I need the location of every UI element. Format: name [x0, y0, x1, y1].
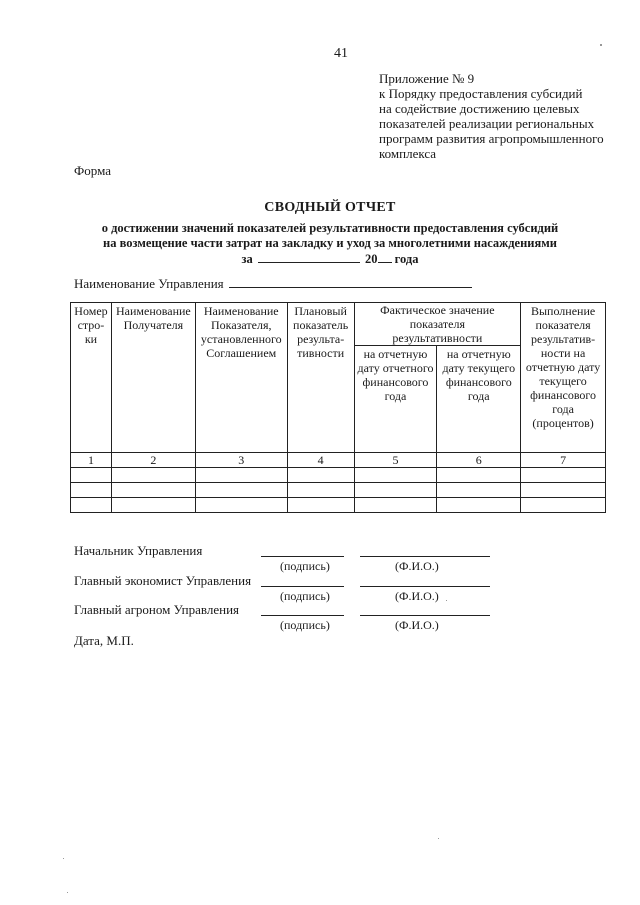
annex-line: показателей реализации региональных [379, 116, 595, 131]
table-cell[interactable] [287, 468, 354, 483]
table-cell[interactable] [354, 483, 437, 498]
annex-line: программ развития агропромышленного [379, 131, 604, 146]
title-subtitle-2: на возмещение части затрат на закладку и уход за многолетними насаждениями [103, 236, 557, 250]
title-period [60, 251, 600, 267]
table-cell[interactable] [437, 468, 521, 483]
column-number: 7 [521, 453, 606, 468]
page-number: 41 [334, 46, 348, 61]
table-row[interactable] [71, 483, 606, 498]
form-label: Форма [74, 163, 111, 178]
name-line-head[interactable] [360, 556, 490, 557]
signatory-role-economist: Главный экономист Управления [74, 573, 252, 588]
signature-line-economist[interactable] [261, 586, 344, 587]
table-cell[interactable] [111, 468, 195, 483]
table-cell[interactable] [354, 468, 437, 483]
table-row[interactable] [71, 498, 606, 513]
period-suffix: года [394, 252, 419, 266]
signature-line-head[interactable] [261, 556, 344, 557]
scan-speck [63, 858, 64, 859]
header-actual-reporting-year: на отчетную дату отчетного финансового года [354, 346, 437, 453]
report-table [70, 302, 606, 513]
signature-caption: (подпись) [280, 589, 330, 603]
table-cell[interactable] [195, 498, 287, 513]
table-cell[interactable] [195, 483, 287, 498]
column-number: 6 [437, 453, 521, 468]
period-prefix: за [241, 252, 253, 266]
table-cell[interactable] [437, 498, 521, 513]
title-main: СВОДНЫЙ ОТЧЕТ [264, 200, 396, 215]
header-planned: Плановый показатель результа-тивности [287, 303, 354, 453]
annex-reference [379, 71, 629, 161]
table-cell[interactable] [521, 483, 606, 498]
scan-speck [600, 44, 602, 46]
name-caption: (Ф.И.О.) [395, 618, 439, 632]
table-cell[interactable] [287, 483, 354, 498]
table-cell[interactable] [111, 483, 195, 498]
report-title [60, 200, 600, 267]
signature-caption: (подпись) [280, 559, 330, 573]
column-number: 4 [287, 453, 354, 468]
date-stamp: Дата, М.П. [74, 633, 134, 648]
header-completion: Выполнение показателя результатив-ности на отчетную дату текущего финансового года (процентов) [521, 303, 606, 453]
table-cell[interactable] [521, 468, 606, 483]
table-cell[interactable] [521, 498, 606, 513]
table-cell[interactable] [71, 483, 112, 498]
organization-row [74, 275, 472, 292]
column-number: 5 [354, 453, 437, 468]
signatory-role-head: Начальник Управления [74, 543, 203, 558]
header-actual-group: Фактическое значение показателя результативности [354, 303, 521, 346]
table-cell[interactable] [437, 483, 521, 498]
signatory-role-agronomist: Главный агроном Управления [74, 602, 240, 617]
table-cell[interactable] [195, 468, 287, 483]
table-cell[interactable] [71, 468, 112, 483]
name-line-agronomist[interactable] [360, 615, 490, 616]
signature-caption: (подпись) [280, 618, 330, 632]
header-recipient: Наименование Получателя [111, 303, 195, 453]
name-caption: (Ф.И.О.) [395, 559, 439, 573]
period-year: 20 [365, 252, 378, 266]
annex-line: на содействие достижению целевых [379, 101, 580, 116]
organization-label: Наименование Управления [74, 276, 224, 291]
organization-blank[interactable] [229, 275, 472, 288]
annex-line: к Порядку предоставления субсидий [379, 86, 583, 101]
year-blank[interactable] [378, 251, 392, 263]
table-cell[interactable] [71, 498, 112, 513]
period-blank[interactable] [258, 251, 360, 263]
name-caption: (Ф.И.О.) [395, 589, 439, 603]
title-subtitle-1: о достижении значений показателей результативности предоставления субсидий [101, 221, 559, 235]
header-actual-current-year: на отчетную дату текущего финансового года [437, 346, 521, 453]
name-line-economist[interactable] [360, 586, 490, 587]
column-number: 1 [71, 453, 112, 468]
scan-speck [67, 892, 68, 893]
header-indicator: Наименование Показателя, установленного Соглашением [195, 303, 287, 453]
column-number: 2 [111, 453, 195, 468]
scan-speck [446, 600, 447, 601]
table-cell[interactable] [354, 498, 437, 513]
annex-line: Приложение № 9 [379, 71, 475, 86]
table-cell[interactable] [111, 498, 195, 513]
column-number: 3 [195, 453, 287, 468]
table-row[interactable] [71, 468, 606, 483]
column-numbers-row [71, 453, 606, 468]
header-row-number: Номер стро-ки [71, 303, 112, 453]
signature-line-agronomist[interactable] [261, 615, 344, 616]
scan-speck [438, 838, 439, 839]
annex-line: комплекса [379, 146, 437, 161]
table-cell[interactable] [287, 498, 354, 513]
